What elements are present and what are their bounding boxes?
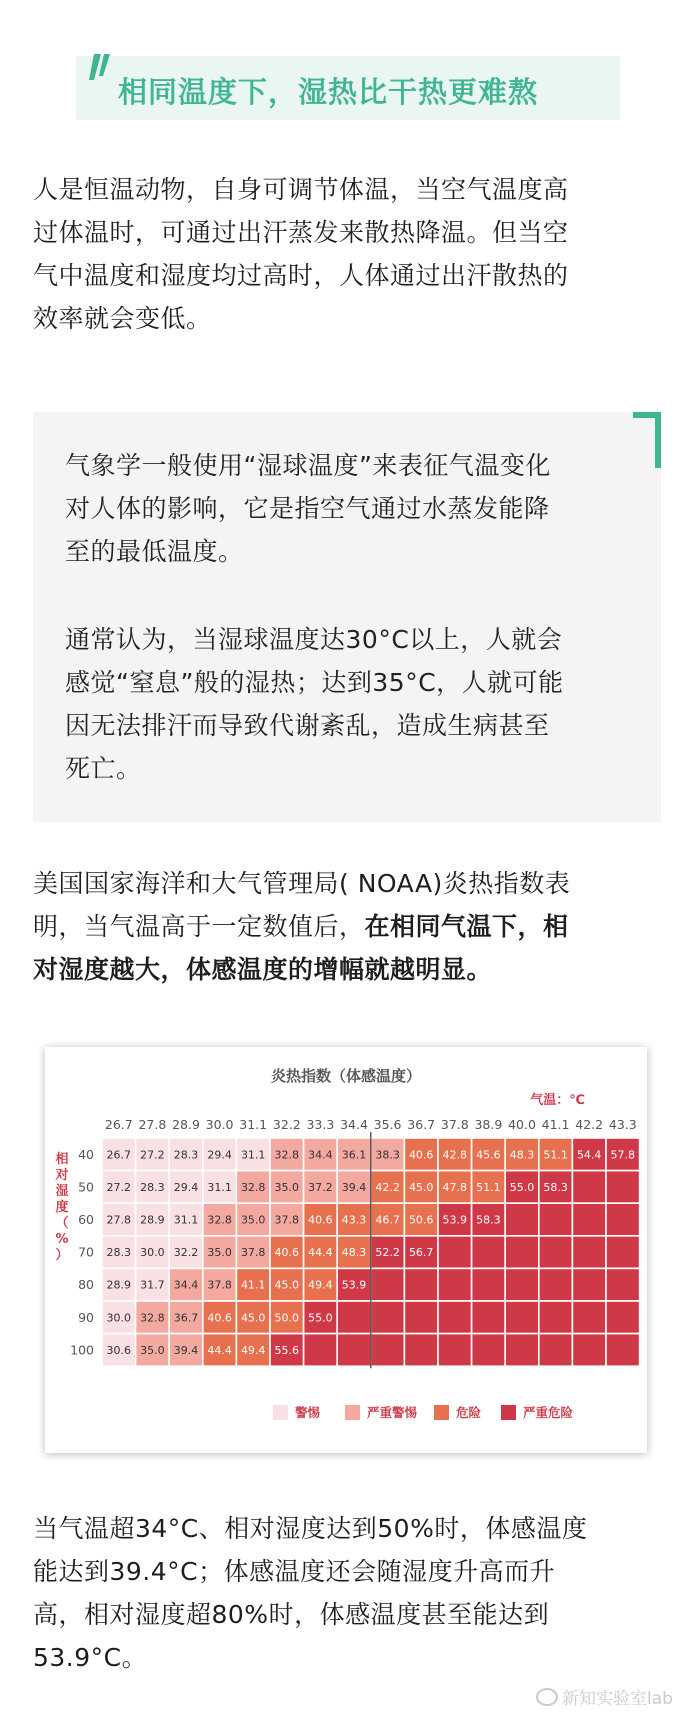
heat-value: 48.3 — [341, 1246, 367, 1260]
heat-value: 36.1 — [341, 1148, 367, 1162]
humidity-axis-label-char: 度 — [55, 1200, 69, 1215]
heat-cell — [404, 1268, 438, 1301]
quote-line: 对人体的影响，它是指空气通过水蒸发能降 — [65, 494, 550, 523]
quote-line: 死亡。 — [65, 754, 142, 783]
intro-line: 气中温度和湿度均过高时，人体通过出汗散热的 — [33, 261, 569, 290]
watermark-text: 新知实验室lab — [562, 1689, 673, 1709]
heat-value: 28.3 — [140, 1180, 165, 1194]
watermark — [536, 1684, 673, 1709]
heat-index-svg — [45, 1047, 647, 1453]
quote-line: 因无法排汗而导致代谢紊乱，造成生病甚至 — [65, 711, 550, 740]
heat-cell — [539, 1203, 573, 1236]
intro-line: 过体温时，可通过出汗蒸发来散热降温。但当空 — [33, 218, 569, 247]
heat-cell — [606, 1203, 640, 1236]
heat-cell — [505, 1301, 539, 1334]
heat-value: 50.0 — [274, 1311, 300, 1325]
heat-value: 55.0 — [308, 1311, 333, 1325]
heat-value: 30.6 — [106, 1343, 132, 1357]
heat-value: 43.3 — [341, 1213, 367, 1227]
conclusion-line: 高，相对湿度超80%时，体感温度甚至能达到 — [33, 1600, 550, 1629]
conclusion-paragraph — [33, 1507, 663, 1679]
heat-value: 32.8 — [140, 1311, 165, 1325]
column-header: 40.0 — [508, 1117, 536, 1132]
quote-box — [33, 412, 661, 822]
heat-index-chart — [45, 1047, 647, 1453]
heat-value: 38.3 — [375, 1148, 400, 1162]
heat-cell — [505, 1203, 539, 1236]
heat-value: 31.1 — [240, 1148, 266, 1162]
column-header: 36.7 — [407, 1117, 436, 1132]
heat-value: 32.8 — [240, 1180, 266, 1194]
column-header: 43.3 — [608, 1117, 637, 1132]
heat-value: 28.3 — [106, 1246, 132, 1260]
heat-value: 41.1 — [240, 1278, 266, 1292]
intro-paragraph — [33, 168, 663, 340]
heat-cell — [472, 1334, 506, 1367]
heat-value: 29.4 — [173, 1180, 199, 1194]
legend-label: 严重警惕 — [367, 1405, 418, 1420]
column-header: 27.8 — [138, 1117, 167, 1132]
heat-value: 37.8 — [207, 1278, 232, 1292]
column-header: 33.3 — [306, 1117, 335, 1132]
heat-value: 58.3 — [543, 1180, 568, 1194]
quote-line: 感觉“窒息”般的湿热；达到35°C，人就可能 — [65, 668, 564, 697]
heat-value: 45.0 — [274, 1278, 300, 1292]
heat-value: 48.3 — [509, 1148, 535, 1162]
legend-label: 警惕 — [295, 1405, 321, 1420]
corner-accent — [633, 412, 661, 468]
heat-value: 55.0 — [509, 1180, 535, 1194]
heat-value: 28.9 — [106, 1278, 132, 1292]
heat-value: 32.2 — [173, 1246, 199, 1260]
column-header: 30.0 — [205, 1117, 234, 1132]
heat-value: 32.8 — [274, 1148, 300, 1162]
quote-paragraph-2 — [65, 618, 635, 790]
heat-cell — [572, 1334, 606, 1367]
row-header: 60 — [78, 1212, 94, 1227]
row-header: 70 — [78, 1244, 94, 1260]
heat-value: 54.4 — [576, 1148, 602, 1162]
row-header: 40 — [78, 1146, 94, 1162]
heat-value: 45.0 — [240, 1311, 266, 1325]
heat-cell — [371, 1268, 405, 1301]
heat-value: 39.4 — [173, 1343, 199, 1357]
heat-value: 40.6 — [207, 1311, 232, 1325]
heat-cell — [505, 1268, 539, 1301]
noaa-text: 明，当气温高于一定数值后， — [33, 912, 365, 941]
heat-value: 37.8 — [240, 1246, 266, 1260]
heat-cell — [438, 1301, 472, 1334]
humidity-axis-label-char: % — [55, 1232, 69, 1247]
heat-value: 57.8 — [610, 1148, 636, 1162]
heat-value: 47.8 — [442, 1180, 468, 1194]
heat-value: 29.4 — [207, 1148, 232, 1162]
heat-value: 35.0 — [140, 1343, 165, 1357]
humidity-axis-label-char: ） — [55, 1248, 69, 1263]
heat-cell — [539, 1236, 573, 1269]
humidity-axis-label-char: 相 — [55, 1152, 69, 1167]
humidity-axis-label-char: （ — [55, 1216, 69, 1231]
row-header: 100 — [70, 1342, 94, 1358]
heat-value: 49.4 — [308, 1278, 333, 1292]
heat-value: 27.2 — [140, 1148, 165, 1162]
heat-value: 35.0 — [240, 1213, 266, 1227]
noaa-line — [33, 948, 663, 991]
noaa-line: 美国国家海洋和大气管理局( NOAA)炎热指数表 — [33, 869, 571, 898]
heat-cell — [572, 1171, 606, 1204]
heat-value: 27.8 — [106, 1213, 132, 1227]
conclusion-line: 能达到39.4°C；体感温度还会随湿度升高而升 — [33, 1557, 556, 1586]
column-header: 32.2 — [272, 1117, 301, 1132]
heat-cell — [404, 1301, 438, 1334]
row-header: 50 — [78, 1179, 94, 1195]
quote-mark-icon — [84, 50, 112, 90]
column-header: 41.1 — [541, 1117, 570, 1132]
weibo-icon — [536, 1688, 558, 1706]
legend-swatch — [345, 1405, 360, 1420]
heat-value: 51.1 — [476, 1180, 501, 1194]
heat-cell — [472, 1301, 506, 1334]
heat-cell — [606, 1301, 640, 1334]
heat-cell — [404, 1334, 438, 1367]
heat-cell — [539, 1334, 573, 1367]
heat-cell — [472, 1236, 506, 1269]
heat-cell — [438, 1236, 472, 1269]
heat-value: 51.1 — [543, 1148, 568, 1162]
heat-value: 34.4 — [308, 1148, 333, 1162]
heat-cell — [572, 1203, 606, 1236]
column-header: 35.6 — [373, 1117, 402, 1132]
heat-value: 31.7 — [140, 1278, 165, 1292]
heat-value: 52.2 — [375, 1246, 400, 1260]
heat-value: 34.4 — [173, 1278, 199, 1292]
heat-value: 26.7 — [106, 1148, 132, 1162]
heat-cell — [304, 1334, 338, 1367]
column-header: 37.8 — [440, 1117, 469, 1132]
humidity-axis-label-char: 湿 — [55, 1184, 69, 1199]
noaa-emphasis: 在相同气温下，相 — [364, 912, 569, 941]
heat-value: 39.4 — [341, 1180, 367, 1194]
heat-value: 45.6 — [476, 1148, 501, 1162]
heat-value: 40.6 — [408, 1148, 434, 1162]
temperature-axis-label: 气温：℃ — [530, 1093, 585, 1108]
heat-value: 35.0 — [207, 1246, 232, 1260]
heat-value: 37.2 — [308, 1180, 333, 1194]
column-header: 31.1 — [239, 1117, 268, 1132]
heat-value: 56.7 — [408, 1246, 434, 1260]
conclusion-line: 当气温超34°C、相对湿度达到50%时，体感温度 — [33, 1514, 588, 1543]
heat-cell — [472, 1268, 506, 1301]
heat-cell — [337, 1301, 371, 1334]
heat-value: 53.9 — [341, 1278, 367, 1292]
legend-swatch — [434, 1405, 449, 1420]
heat-value: 53.9 — [442, 1213, 468, 1227]
heat-value: 37.8 — [274, 1213, 300, 1227]
heat-value: 58.3 — [476, 1213, 501, 1227]
heat-cell — [337, 1334, 371, 1367]
chart-title: 炎热指数（体感温度） — [270, 1067, 422, 1085]
column-header: 28.9 — [172, 1117, 200, 1132]
legend-label: 严重危险 — [523, 1405, 574, 1420]
heat-value: 44.4 — [308, 1246, 333, 1260]
quote-line: 至的最低温度。 — [65, 537, 244, 566]
heat-value: 42.2 — [375, 1180, 400, 1194]
heat-cell — [606, 1268, 640, 1301]
heat-cell — [606, 1236, 640, 1269]
heat-cell — [505, 1236, 539, 1269]
heat-cell — [572, 1301, 606, 1334]
heat-value: 44.4 — [207, 1343, 232, 1357]
heat-value: 46.7 — [375, 1213, 400, 1227]
noaa-emphasis: 对湿度越大，体感温度的增幅就越明显。 — [33, 955, 493, 984]
intro-line: 人是恒温动物，自身可调节体温，当空气温度高 — [33, 175, 569, 204]
heat-value: 35.0 — [274, 1180, 300, 1194]
heat-value: 30.0 — [106, 1311, 132, 1325]
intro-line: 效率就会变低。 — [33, 304, 212, 333]
heat-value: 30.0 — [140, 1246, 165, 1260]
row-header: 80 — [78, 1277, 94, 1293]
heat-cell — [438, 1334, 472, 1367]
legend-swatch — [501, 1405, 516, 1420]
heat-value: 31.1 — [173, 1213, 199, 1227]
legend-label: 危险 — [456, 1405, 482, 1420]
heat-cell — [539, 1268, 573, 1301]
heat-cell — [606, 1334, 640, 1367]
section-title: 相同温度下，湿热比干热更难熬 — [118, 75, 539, 109]
heat-value: 40.6 — [308, 1213, 333, 1227]
heat-value: 31.1 — [207, 1180, 232, 1194]
heat-cell — [505, 1334, 539, 1367]
heat-value: 45.0 — [408, 1180, 434, 1194]
heat-value: 42.8 — [442, 1148, 468, 1162]
heat-cell — [572, 1268, 606, 1301]
section-heading — [76, 56, 620, 120]
heat-value: 36.7 — [173, 1311, 199, 1325]
heat-value: 55.6 — [274, 1343, 300, 1357]
noaa-line — [33, 905, 663, 948]
heat-cell — [371, 1301, 405, 1334]
heat-cell — [572, 1236, 606, 1269]
heat-value: 28.9 — [140, 1213, 165, 1227]
heat-value: 27.2 — [106, 1180, 132, 1194]
heat-cell — [371, 1334, 405, 1367]
legend-swatch — [273, 1405, 288, 1420]
column-header: 38.9 — [474, 1117, 503, 1132]
heat-value: 49.4 — [240, 1343, 266, 1357]
heat-cell — [606, 1171, 640, 1204]
heat-value: 32.8 — [207, 1213, 232, 1227]
quote-line: 气象学一般使用“湿球温度”来表征气温变化 — [65, 451, 551, 480]
column-header: 34.4 — [340, 1117, 368, 1132]
quote-line: 通常认为，当湿球温度达30°C以上，人就会 — [65, 625, 563, 654]
quote-paragraph-1 — [65, 444, 635, 573]
heat-cell — [438, 1268, 472, 1301]
humidity-axis-label-char: 对 — [55, 1168, 69, 1183]
row-header: 90 — [78, 1309, 94, 1325]
column-header: 26.7 — [104, 1117, 133, 1132]
heat-value: 40.6 — [274, 1246, 300, 1260]
heat-value: 28.3 — [173, 1148, 199, 1162]
noaa-paragraph — [33, 862, 663, 991]
column-header: 42.2 — [575, 1117, 604, 1132]
heat-value: 50.6 — [408, 1213, 434, 1227]
heat-cell — [539, 1301, 573, 1334]
conclusion-line: 53.9°C。 — [33, 1643, 148, 1672]
